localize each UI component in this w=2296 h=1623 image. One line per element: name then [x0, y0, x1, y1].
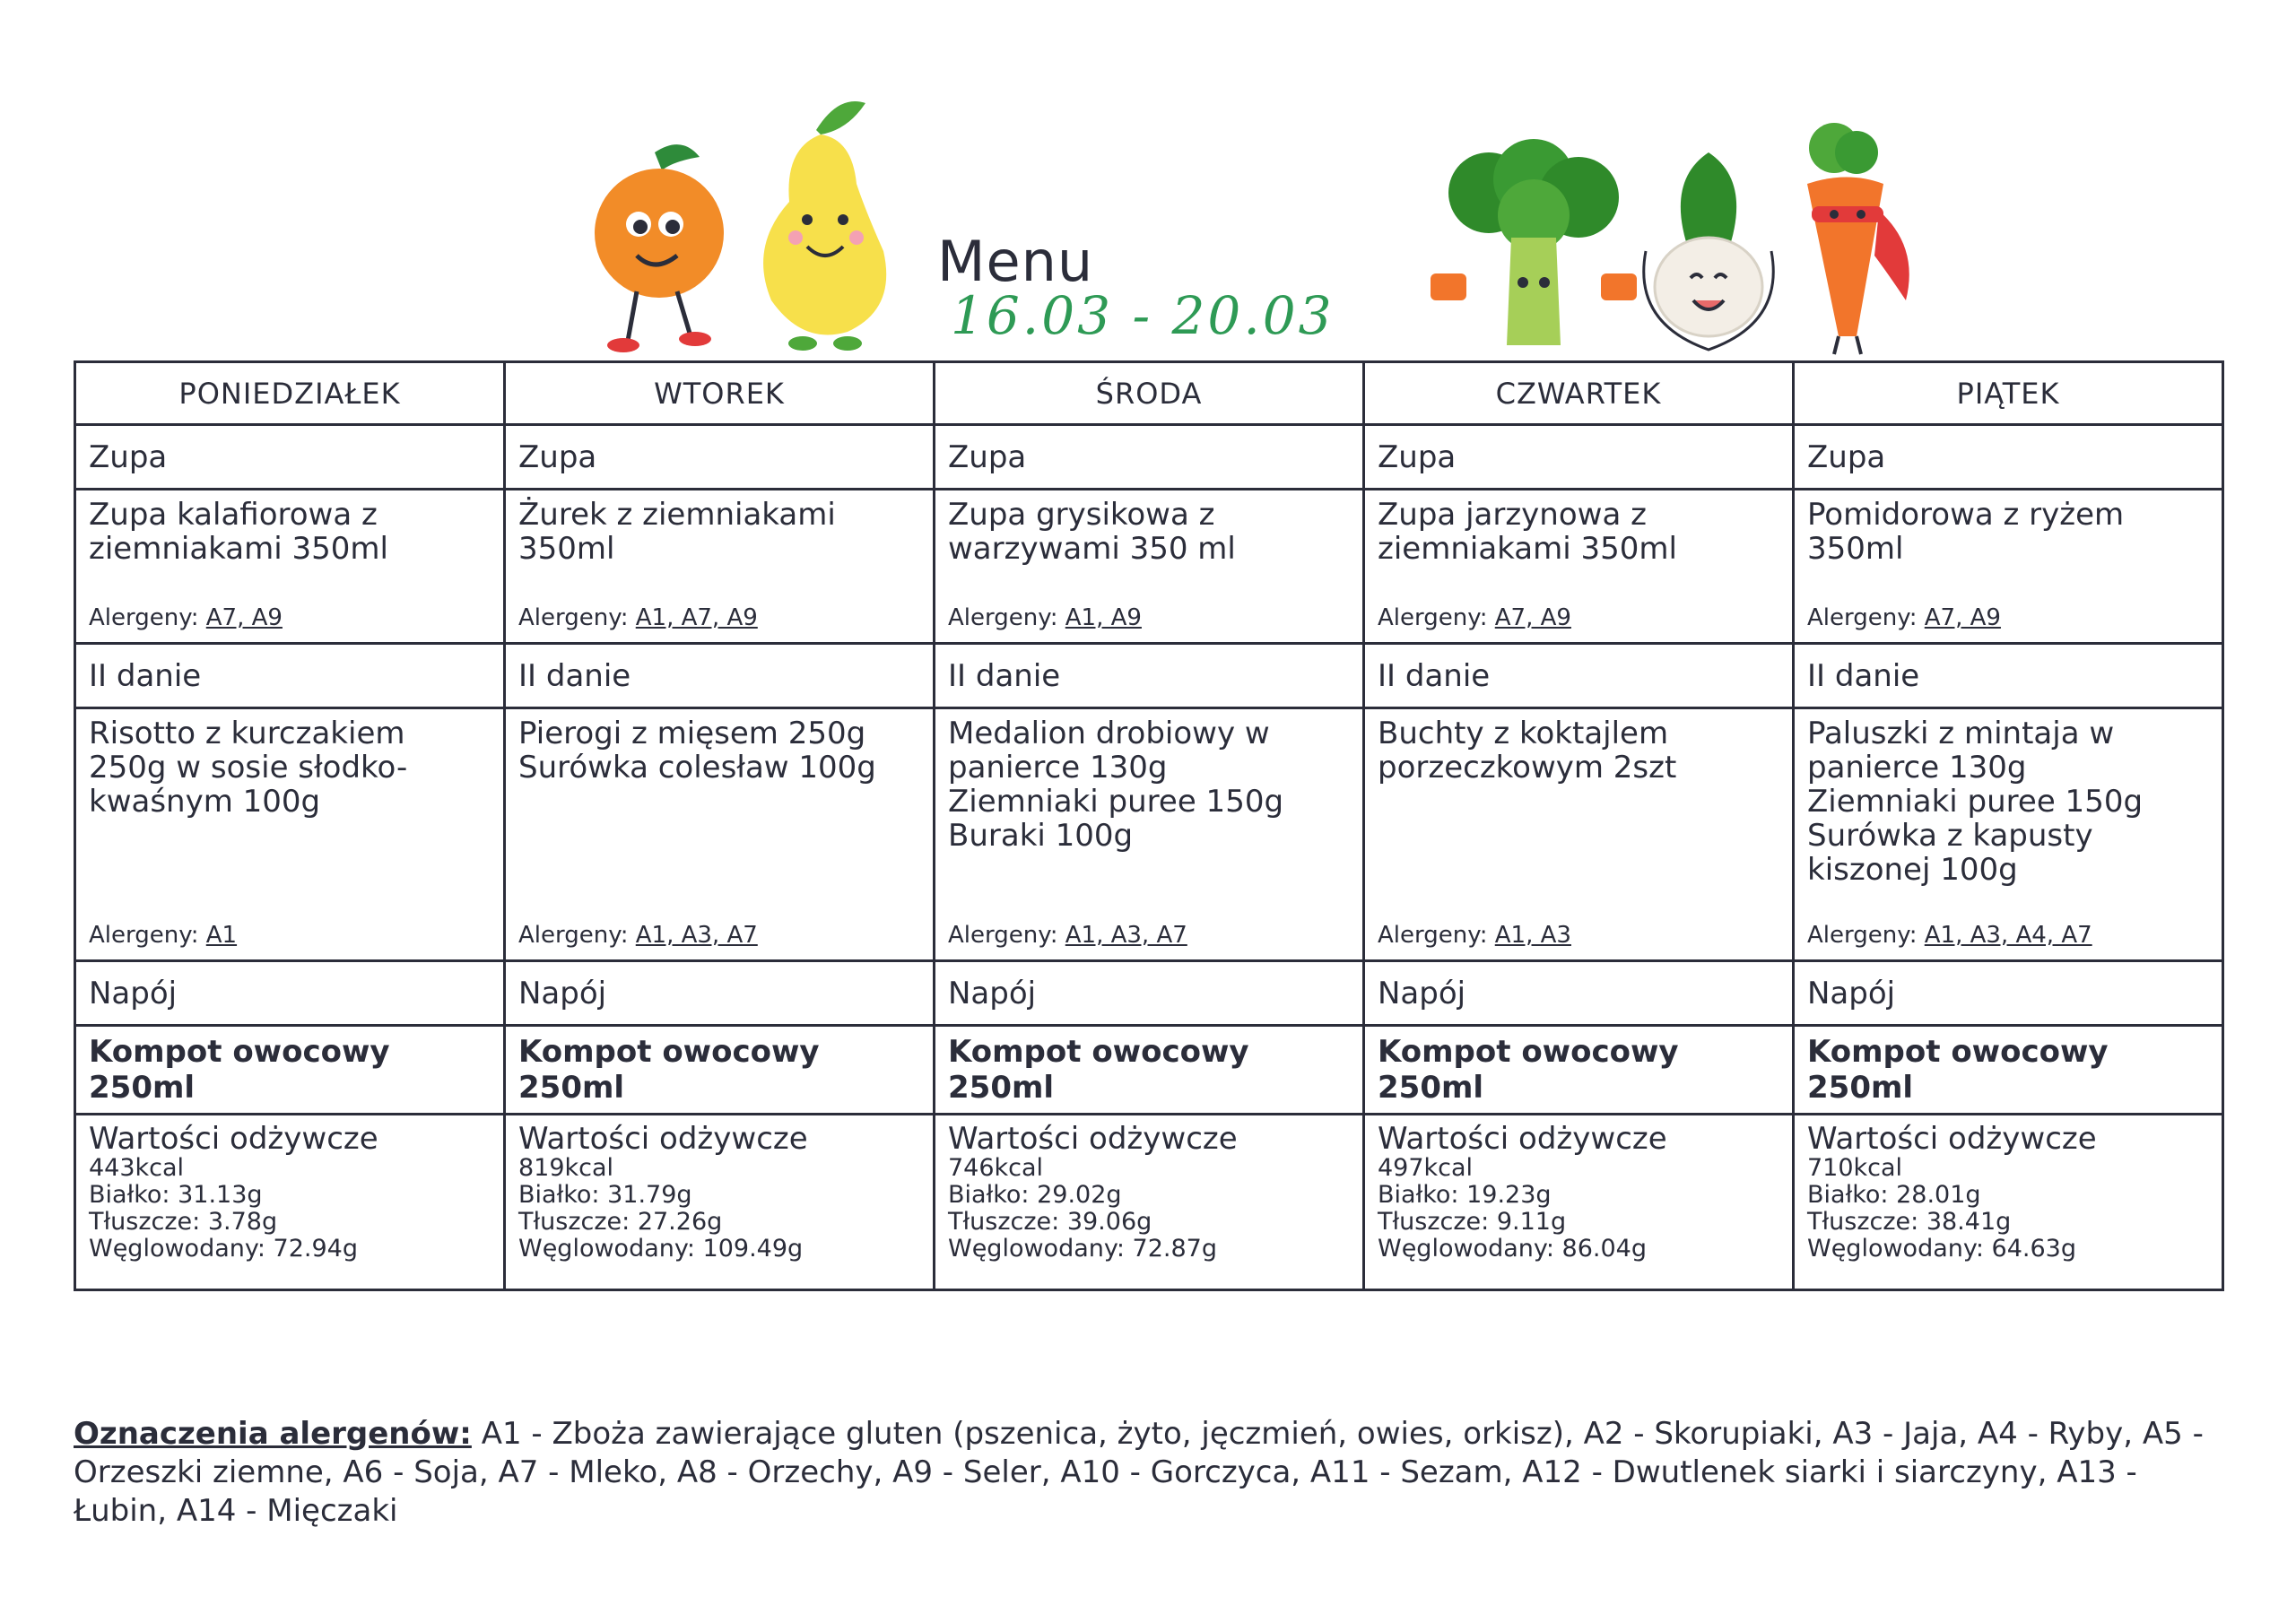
main-row	[75, 708, 2223, 961]
soup-row	[75, 490, 2223, 644]
allergens-prefix: Alergeny:	[89, 922, 199, 949]
allergen-codes: A1	[205, 922, 238, 949]
allergens	[89, 601, 283, 635]
soup-name: Zupa grysikowa z warzywami 350 ml	[948, 497, 1236, 567]
nutrition-kcal: 819kcal	[518, 1154, 614, 1182]
legend-label: Oznaczenia alergenów:	[74, 1416, 472, 1452]
main-label: II danie	[75, 644, 505, 708]
day-header: ŚRODA	[935, 362, 1364, 425]
drink-name: Kompot owocowy 250ml	[505, 1026, 935, 1115]
nutrition-carbs: Węglowodany: 109.49g	[518, 1235, 804, 1263]
nutrition-fat: Tłuszcze: 39.06g	[948, 1208, 1152, 1236]
allergens	[518, 918, 758, 952]
allergen-codes: A1, A3	[1494, 922, 1571, 949]
nutrition-title: Wartości odżywcze	[518, 1121, 808, 1157]
drink-label-row	[75, 961, 2223, 1026]
allergens-prefix: Alergeny:	[948, 604, 1058, 631]
allergens-prefix: Alergeny:	[948, 922, 1058, 949]
allergens	[948, 918, 1187, 952]
main-label: II danie	[935, 644, 1364, 708]
main-label-row	[75, 644, 2223, 708]
soup-label: Zupa	[1364, 425, 1794, 490]
nutrition-carbs: Węglowodany: 64.63g	[1807, 1235, 2076, 1263]
nutrition-protein: Białko: 31.79g	[518, 1181, 692, 1209]
nutrition-protein: Białko: 19.23g	[1378, 1181, 1552, 1209]
day-header-row	[75, 362, 2223, 425]
allergen-legend	[74, 1415, 2226, 1531]
nutrition-fat: Tłuszcze: 27.26g	[518, 1208, 723, 1236]
allergens	[89, 918, 237, 952]
menu-dates: 16.03 - 20.03	[951, 285, 1335, 346]
allergens-prefix: Alergeny:	[1378, 604, 1488, 631]
drink-label: Napój	[1794, 961, 2223, 1026]
nutrition-title: Wartości odżywcze	[89, 1121, 378, 1157]
nutrition-protein: Białko: 31.13g	[89, 1181, 263, 1209]
nutrition-carbs: Węglowodany: 72.87g	[948, 1235, 1217, 1263]
nutrition-cell	[505, 1115, 935, 1290]
allergens-prefix: Alergeny:	[518, 604, 629, 631]
allergen-codes: A1, A7, A9	[635, 604, 758, 631]
drink-label: Napój	[75, 961, 505, 1026]
allergen-codes: A7, A9	[205, 604, 283, 631]
main-label: II danie	[1794, 644, 2223, 708]
soup-label: Zupa	[1794, 425, 2223, 490]
carrot-mascot-icon	[1771, 121, 1924, 359]
allergens-prefix: Alergeny:	[1378, 922, 1488, 949]
nutrition-kcal: 497kcal	[1378, 1154, 1474, 1182]
soup-label-row	[75, 425, 2223, 490]
legend-text: A1 - Zboża zawierające gluten (pszenica, żyto, jęczmień, owies, orkisz), A2 - Skorupiaki, A3 - Jaja, A4 - Ryby, A5 - Orzeszki ziemne, A6 - Soja, A7 - Mleko, A8 - Orzechy, A9 - Seler, A10 - Gorczyca, A11 - Sezam, A12 - Dwutlenek siarki i siarczyny, A13 - Łubin, A14 - Mięczaki	[74, 1416, 2204, 1529]
pear-mascot-icon	[731, 94, 910, 354]
soup-cell	[505, 490, 935, 644]
soup-label: Zupa	[935, 425, 1364, 490]
allergens	[948, 601, 1142, 635]
main-name: Pierogi z mięsem 250g Surówka colesław 100g	[518, 716, 876, 785]
drink-name: Kompot owocowy 250ml	[935, 1026, 1364, 1115]
menu-table	[74, 360, 2224, 1291]
nutrition-row	[75, 1115, 2223, 1290]
drink-row	[75, 1026, 2223, 1115]
drink-label: Napój	[505, 961, 935, 1026]
drink-label: Napój	[935, 961, 1364, 1026]
nutrition-fat: Tłuszcze: 9.11g	[1378, 1208, 1567, 1236]
drink-name: Kompot owocowy 250ml	[75, 1026, 505, 1115]
soup-label: Zupa	[75, 425, 505, 490]
main-cell	[75, 708, 505, 961]
allergen-codes: A1, A3, A7	[1065, 922, 1187, 949]
nutrition-fat: Tłuszcze: 38.41g	[1807, 1208, 2012, 1236]
menu-title: Menu	[937, 229, 1094, 294]
nutrition-cell	[75, 1115, 505, 1290]
nutrition-carbs: Węglowodany: 72.94g	[89, 1235, 358, 1263]
main-label: II danie	[1364, 644, 1794, 708]
soup-cell	[1364, 490, 1794, 644]
allergens	[1807, 601, 2001, 635]
main-cell	[1794, 708, 2223, 961]
day-header: PIĄTEK	[1794, 362, 2223, 425]
main-cell	[935, 708, 1364, 961]
allergen-codes: A7, A9	[1494, 604, 1571, 631]
allergen-codes: A1, A3, A7	[635, 922, 758, 949]
soup-cell	[935, 490, 1364, 644]
turnip-mascot-icon	[1632, 143, 1785, 359]
nutrition-protein: Białko: 29.02g	[948, 1181, 1122, 1209]
nutrition-cell	[1794, 1115, 2223, 1290]
nutrition-title: Wartości odżywcze	[948, 1121, 1238, 1157]
day-header: PONIEDZIAŁEK	[75, 362, 505, 425]
allergens-prefix: Alergeny:	[89, 604, 199, 631]
main-name: Risotto z kurczakiem 250g w sosie słodko- kwaśnym 100g	[89, 716, 408, 820]
nutrition-title: Wartości odżywcze	[1807, 1121, 2097, 1157]
main-name: Buchty z koktajlem porzeczkowym 2szt	[1378, 716, 1677, 785]
soup-name: Zupa jarzynowa z ziemniakami 350ml	[1378, 497, 1677, 567]
nutrition-title: Wartości odżywcze	[1378, 1121, 1667, 1157]
nutrition-kcal: 746kcal	[948, 1154, 1044, 1182]
drink-label: Napój	[1364, 961, 1794, 1026]
allergens-prefix: Alergeny:	[518, 922, 629, 949]
main-cell	[1364, 708, 1794, 961]
day-header: CZWARTEK	[1364, 362, 1794, 425]
orange-mascot-icon	[583, 135, 744, 359]
soup-name: Zupa kalafiorowa z ziemniakami 350ml	[89, 497, 388, 567]
allergens	[1378, 918, 1571, 952]
soup-cell	[1794, 490, 2223, 644]
allergen-codes: A7, A9	[1924, 604, 2001, 631]
drink-name: Kompot owocowy 250ml	[1364, 1026, 1794, 1115]
soup-cell	[75, 490, 505, 644]
soup-name: Żurek z ziemniakami 350ml	[518, 497, 836, 567]
nutrition-fat: Tłuszcze: 3.78g	[89, 1208, 278, 1236]
allergen-codes: A1, A3, A4, A7	[1924, 922, 2092, 949]
allergens	[1378, 601, 1571, 635]
main-cell	[505, 708, 935, 961]
soup-name: Pomidorowa z ryżem 350ml	[1807, 497, 2125, 567]
day-header: WTOREK	[505, 362, 935, 425]
soup-label: Zupa	[505, 425, 935, 490]
drink-name: Kompot owocowy 250ml	[1794, 1026, 2223, 1115]
nutrition-kcal: 710kcal	[1807, 1154, 1903, 1182]
allergens-prefix: Alergeny:	[1807, 604, 1918, 631]
allergens-prefix: Alergeny:	[1807, 922, 1918, 949]
allergens	[518, 601, 758, 635]
broccoli-mascot-icon	[1426, 139, 1641, 354]
main-name: Paluszki z mintaja w panierce 130g Ziemniaki puree 150g Surówka z kapusty kiszonej 100g	[1807, 716, 2144, 888]
nutrition-carbs: Węglowodany: 86.04g	[1378, 1235, 1647, 1263]
main-label: II danie	[505, 644, 935, 708]
nutrition-cell	[1364, 1115, 1794, 1290]
main-name: Medalion drobiowy w panierce 130g Ziemniaki puree 150g Buraki 100g	[948, 716, 1284, 854]
nutrition-kcal: 443kcal	[89, 1154, 185, 1182]
nutrition-cell	[935, 1115, 1364, 1290]
allergen-codes: A1, A9	[1065, 604, 1142, 631]
nutrition-protein: Białko: 28.01g	[1807, 1181, 1981, 1209]
allergens	[1807, 918, 2092, 952]
